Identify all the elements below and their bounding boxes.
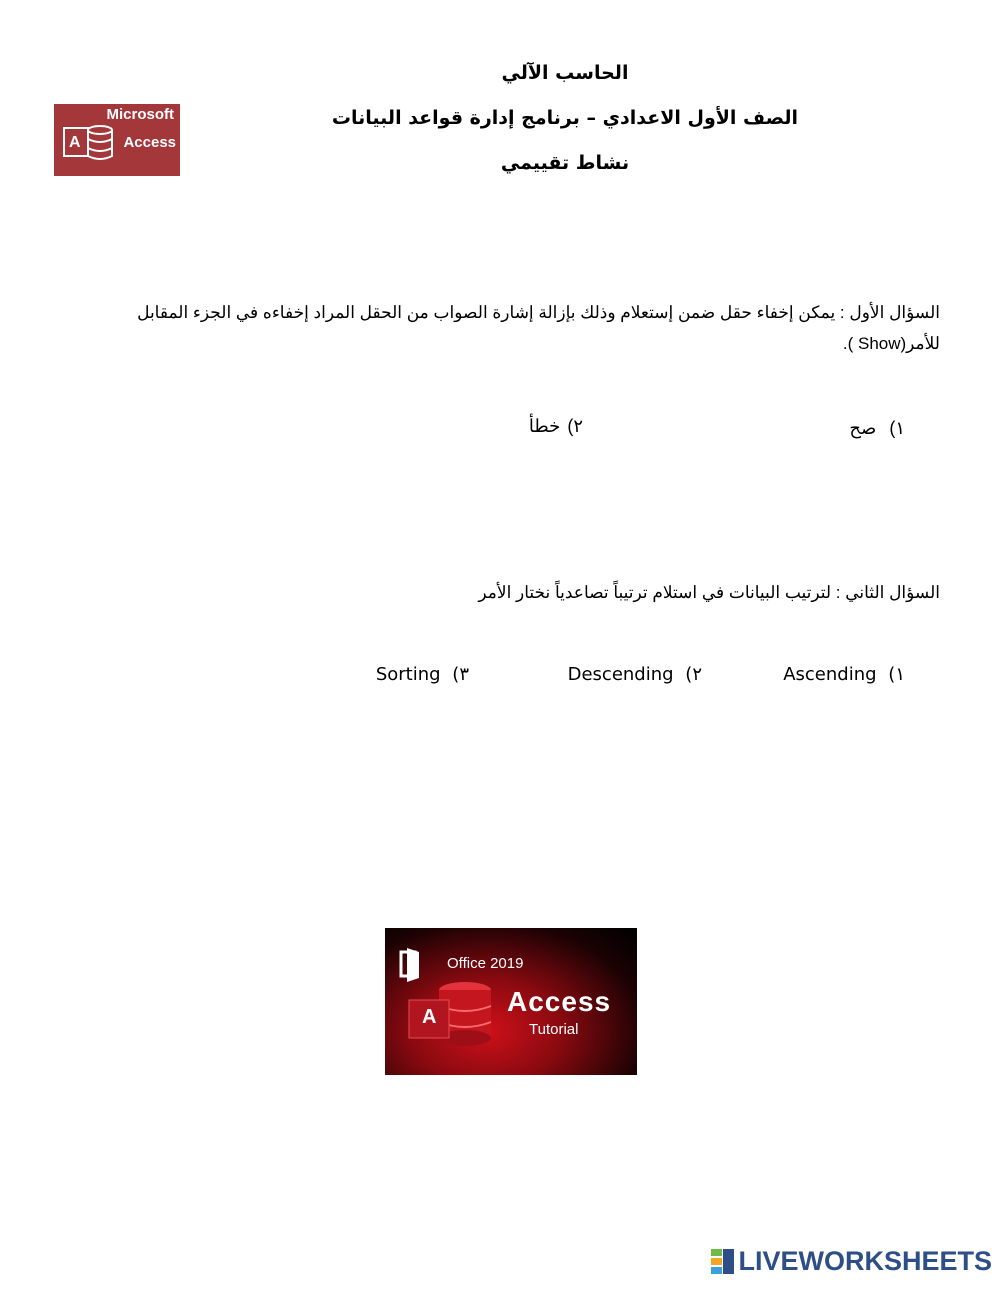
q1-option-2[interactable]: [529, 416, 583, 437]
q2-option-3-num: ٣): [452, 664, 469, 685]
office-2019-text: Office 2019: [447, 955, 524, 972]
q2-option-1[interactable]: [783, 664, 905, 685]
tutorial-logo-letter: A: [422, 1006, 437, 1028]
logo-access-text: Access: [123, 134, 176, 151]
logo-microsoft-text: Microsoft: [106, 106, 174, 123]
q2-option-2[interactable]: [568, 664, 702, 685]
tutorial-access-title: Access: [507, 986, 612, 1017]
liveworksheets-brand: LIVEWORKSHEETS: [738, 1246, 992, 1276]
tutorial-subtitle: Tutorial: [529, 1021, 579, 1038]
logo-letter: A: [69, 134, 81, 151]
question-1-text: [100, 297, 940, 359]
microsoft-access-logo: [54, 104, 180, 176]
question-2-text: السؤال الثاني : لترتيب البيانات في استلام ترتيباً تصاعدياً نختار الأمر: [478, 583, 940, 602]
q2-option-2-num: ٢): [685, 664, 702, 685]
access-tutorial-image: [385, 928, 637, 1075]
q1-option-1[interactable]: [849, 418, 905, 439]
liveworksheets-logo[interactable]: [710, 1246, 992, 1277]
grade-title: الصف الأول الاعدادي – برنامج إدارة قواعد البيانات: [331, 107, 799, 129]
question-1-line-1: السؤال الأول : يمكن إخفاء حقل ضمن إستعلام وذلك بإزالة إشارة الصواب من الحقل المراد إخفاءه في الجزء المقابل: [137, 303, 940, 322]
q1-option-1-num: ١): [889, 418, 905, 438]
q1-option-1-label: صح: [849, 418, 877, 438]
activity-title: نشاط تقييمي: [500, 152, 630, 174]
question-1-line-2: للأمر(Show ).: [842, 334, 940, 353]
q2-option-3[interactable]: [376, 664, 469, 685]
subject-title: الحاسب الآلي: [501, 62, 629, 84]
q2-option-1-num: ١): [888, 664, 905, 685]
q2-option-2-label: Descending: [567, 664, 674, 685]
q2-option-3-label: Sorting: [375, 664, 441, 685]
q2-option-1-label: Ascending: [783, 664, 877, 685]
liveworksheets-icon: [710, 1248, 736, 1276]
q1-option-2-num: ٢): [567, 416, 583, 436]
q1-option-2-label: خطأ: [528, 416, 561, 436]
